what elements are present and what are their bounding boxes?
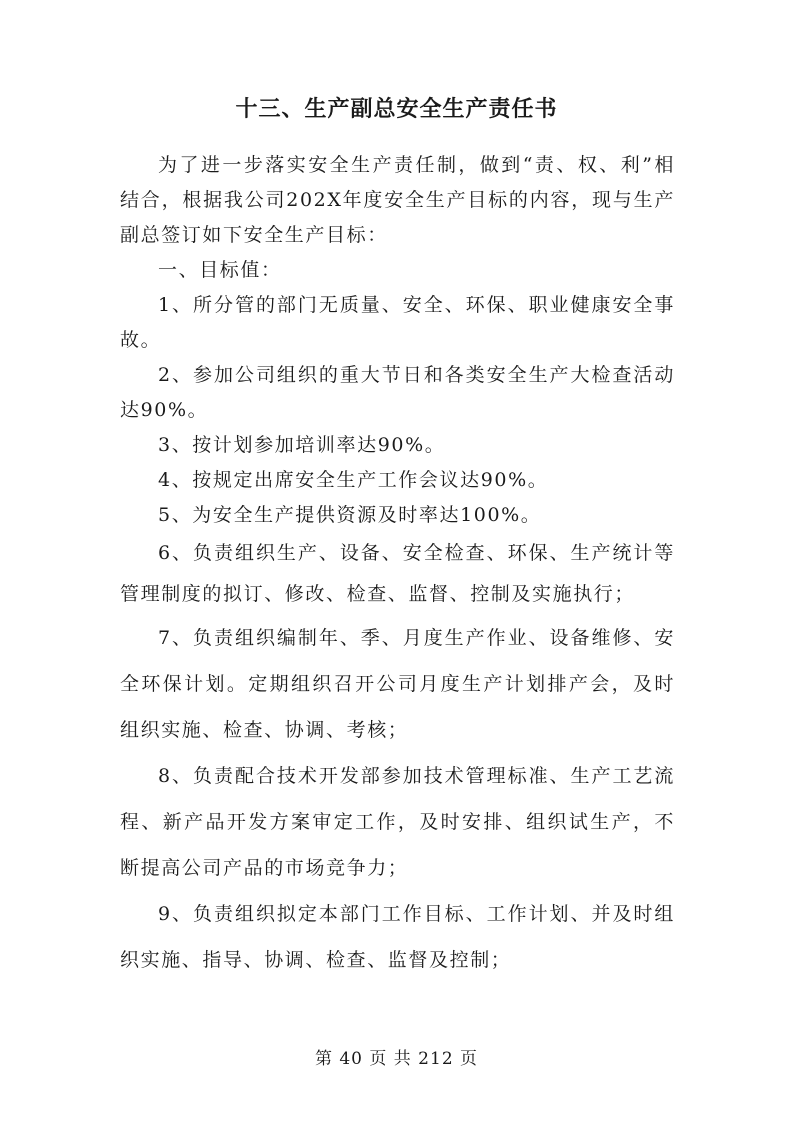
document-body bbox=[120, 148, 675, 983]
target-item-4: 4、按规定出席安全生产工作会议达90%。 bbox=[158, 469, 549, 491]
intro-paragraph: 为了进一步落实安全生产责任制，做到“责、权、利”相结合，根据我公司202X年度安全生产目标的内容，现与生产副总签订如下安全生产目标： bbox=[120, 154, 675, 246]
page-number: 第 40 页 共 212 页 bbox=[314, 1049, 479, 1069]
section-heading-targets: 一、目标值： bbox=[158, 259, 282, 281]
duty-item-9: 9、负责组织拟定本部门工作目标、工作计划、并及时组织实施、指导、协调、检查、监督及控制； bbox=[120, 903, 675, 971]
document-title: 十三、生产副总安全生产责任书 bbox=[235, 96, 558, 122]
duty-item-8: 8、负责配合技术开发部参加技术管理标准、生产工艺流程、新产品开发方案审定工作，及时安排、组织试生产，不断提高公司产品的市场竞争力； bbox=[120, 765, 675, 879]
duty-item-6: 6、负责组织生产、设备、安全检查、环保、生产统计等管理制度的拟订、修改、检查、监督、控制及实施执行； bbox=[120, 542, 675, 605]
duty-item-7: 7、负责组织编制年、季、月度生产作业、设备维修、安全环保计划。定期组织召开公司月度生产计划排产会，及时组织实施、检查、协调、考核； bbox=[120, 627, 675, 741]
target-item-1: 1、所分管的部门无质量、安全、环保、职业健康安全事故。 bbox=[120, 294, 675, 351]
target-item-5: 5、为安全生产提供资源及时率达100%。 bbox=[158, 504, 542, 526]
target-item-2: 2、参加公司组织的重大节日和各类安全生产大检查活动达90%。 bbox=[120, 364, 675, 421]
target-item-3: 3、按计划参加培训率达90%。 bbox=[158, 434, 446, 456]
